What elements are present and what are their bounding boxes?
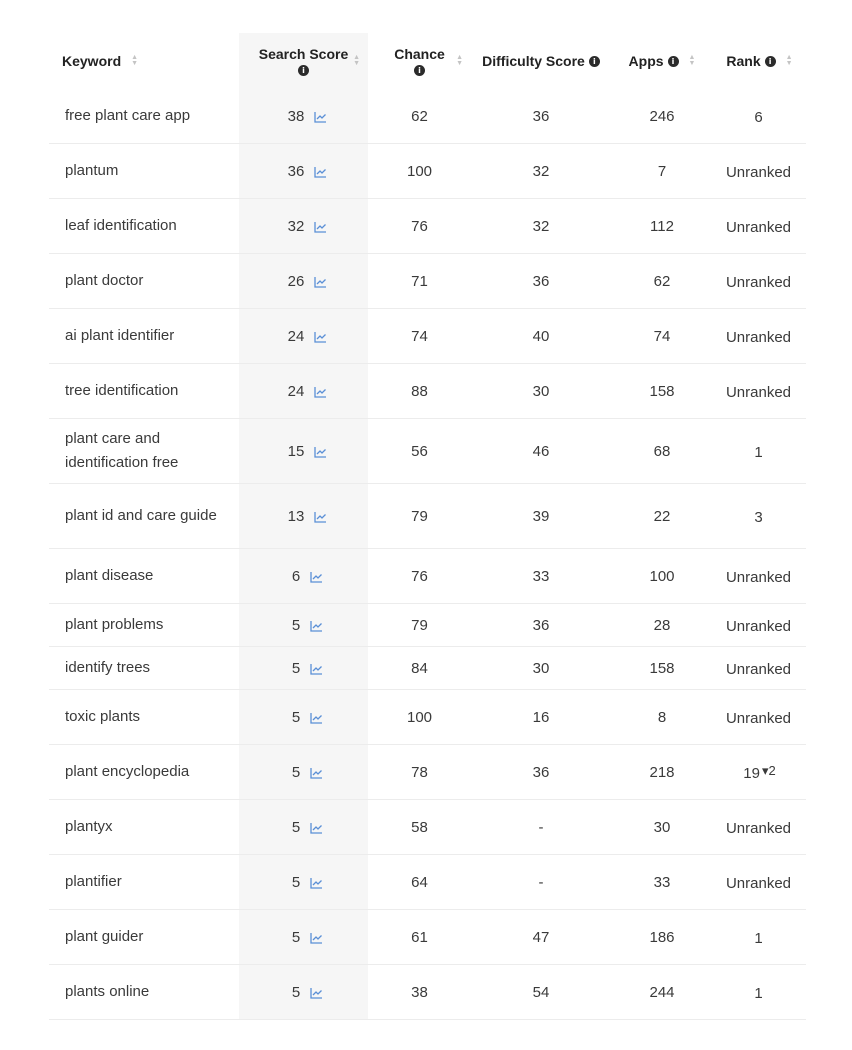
rank-value: Unranked (725, 568, 792, 586)
rank-value: Unranked (725, 709, 792, 727)
column-header-rank[interactable] (713, 33, 806, 89)
rank-value: Unranked (725, 617, 792, 635)
rank-cell (713, 364, 806, 419)
difficulty-cell: 32 (471, 199, 611, 254)
info-icon[interactable]: i (668, 56, 679, 67)
info-icon[interactable]: i (589, 56, 600, 67)
column-header-difficulty-score[interactable] (471, 33, 611, 89)
chart-line-icon[interactable] (310, 619, 323, 631)
search-score-cell (239, 89, 368, 144)
search-score-value: 26 (287, 272, 305, 290)
keyword-cell[interactable]: free plant care app (49, 89, 239, 144)
chance-cell: 88 (368, 364, 471, 419)
search-score-cell (239, 855, 368, 910)
chance-cell: 100 (368, 690, 471, 745)
keyword-cell[interactable]: ai plant identifier (49, 309, 239, 364)
keyword-cell[interactable]: plant disease (49, 549, 239, 604)
table-row[interactable] (49, 484, 806, 549)
search-score-cell (239, 647, 368, 690)
keyword-cell[interactable]: plant id and care guide (49, 484, 239, 549)
column-header-chance-label: Chance (394, 46, 445, 62)
table-header-row (49, 33, 806, 89)
search-score-value: 15 (287, 442, 305, 460)
rank-value: Unranked (725, 273, 792, 291)
search-score-value: 38 (287, 107, 305, 125)
table-row[interactable] (49, 89, 806, 144)
table-row[interactable] (49, 800, 806, 855)
search-score-cell (239, 199, 368, 254)
column-header-chance[interactable] (368, 33, 471, 89)
table-row[interactable] (49, 647, 806, 690)
chart-line-icon[interactable] (310, 570, 323, 582)
difficulty-cell: 30 (471, 647, 611, 690)
sort-icon[interactable]: ▲ ▼ (456, 54, 463, 67)
keyword-cell[interactable]: plant care and identification free (49, 419, 239, 484)
keyword-cell[interactable]: identify trees (49, 647, 239, 690)
search-score-cell (239, 254, 368, 309)
difficulty-cell: 46 (471, 419, 611, 484)
keywords-table-container (49, 33, 806, 1020)
rank-value: Unranked (725, 660, 792, 678)
chart-line-icon[interactable] (310, 931, 323, 943)
chart-line-icon[interactable] (310, 766, 323, 778)
search-score-cell (239, 364, 368, 419)
apps-cell: 7 (611, 144, 713, 199)
column-header-keyword[interactable] (49, 33, 239, 89)
rank-change: ▾2 (761, 762, 776, 778)
apps-cell: 158 (611, 364, 713, 419)
table-row[interactable] (49, 309, 806, 364)
table-row[interactable] (49, 965, 806, 1020)
rank-value: Unranked (725, 163, 792, 181)
rank-value: 19 (743, 764, 760, 782)
apps-cell: 8 (611, 690, 713, 745)
apps-cell: 218 (611, 745, 713, 800)
rank-cell (713, 965, 806, 1020)
difficulty-cell: 36 (471, 89, 611, 144)
rank-cell (713, 647, 806, 690)
chance-cell: 38 (368, 965, 471, 1020)
chance-cell: 61 (368, 910, 471, 965)
column-header-difficulty-label: Difficulty Score (482, 53, 585, 69)
keyword-cell[interactable]: toxic plants (49, 690, 239, 745)
apps-cell: 100 (611, 549, 713, 604)
search-score-value: 36 (287, 162, 305, 180)
difficulty-cell: - (471, 855, 611, 910)
rank-value: Unranked (725, 874, 792, 892)
apps-cell: 186 (611, 910, 713, 965)
apps-cell: 244 (611, 965, 713, 1020)
rank-cell (713, 89, 806, 144)
rank-value: Unranked (725, 328, 792, 346)
chart-line-icon[interactable] (314, 445, 327, 457)
rank-value: Unranked (725, 383, 792, 401)
apps-cell: 33 (611, 855, 713, 910)
search-score-value: 32 (287, 217, 305, 235)
keyword-cell[interactable]: leaf identification (49, 199, 239, 254)
table-row[interactable] (49, 254, 806, 309)
chart-line-icon[interactable] (314, 165, 327, 177)
apps-cell: 158 (611, 647, 713, 690)
search-score-cell (239, 690, 368, 745)
search-score-cell (239, 484, 368, 549)
chart-line-icon[interactable] (310, 876, 323, 888)
rank-cell (713, 745, 806, 800)
search-score-value: 5 (291, 983, 301, 1001)
search-score-value: 13 (287, 507, 305, 525)
rank-value: 1 (754, 443, 763, 461)
chart-line-icon[interactable] (310, 821, 323, 833)
column-header-rank-label: Rank (726, 53, 761, 69)
rank-value: 1 (754, 929, 763, 947)
sort-icon[interactable]: ▲ ▼ (353, 54, 360, 67)
keyword-cell[interactable]: tree identification (49, 364, 239, 419)
chart-line-icon[interactable] (314, 220, 327, 232)
apps-cell: 74 (611, 309, 713, 364)
rank-cell (713, 484, 806, 549)
apps-cell: 22 (611, 484, 713, 549)
table-row[interactable] (49, 144, 806, 199)
apps-cell: 68 (611, 419, 713, 484)
search-score-cell (239, 144, 368, 199)
search-score-value: 5 (291, 616, 301, 634)
search-score-value: 5 (291, 873, 301, 891)
search-score-value: 24 (287, 382, 305, 400)
search-score-cell (239, 800, 368, 855)
search-score-value: 5 (291, 763, 301, 781)
keywords-table (49, 33, 806, 1020)
sort-icon[interactable]: ▲ ▼ (785, 54, 793, 67)
chart-line-icon[interactable] (310, 662, 323, 674)
apps-cell: 30 (611, 800, 713, 855)
rank-value: Unranked (725, 819, 792, 837)
chance-cell: 64 (368, 855, 471, 910)
chart-line-icon[interactable] (310, 986, 323, 998)
table-row[interactable] (49, 910, 806, 965)
table-row[interactable] (49, 855, 806, 910)
table-row[interactable] (49, 690, 806, 745)
keyword-cell[interactable]: plantifier (49, 855, 239, 910)
table-row[interactable] (49, 549, 806, 604)
apps-cell: 28 (611, 604, 713, 647)
search-score-cell (239, 910, 368, 965)
search-score-value: 5 (291, 708, 301, 726)
apps-cell: 246 (611, 89, 713, 144)
rank-cell (713, 144, 806, 199)
difficulty-cell: 39 (471, 484, 611, 549)
chart-line-icon[interactable] (314, 510, 327, 522)
rank-value: 3 (754, 508, 763, 526)
difficulty-cell: 36 (471, 604, 611, 647)
rank-value: Unranked (725, 218, 792, 236)
chance-cell: 78 (368, 745, 471, 800)
chance-cell: 74 (368, 309, 471, 364)
difficulty-cell: 33 (471, 549, 611, 604)
keyword-cell[interactable]: plant doctor (49, 254, 239, 309)
difficulty-cell: 40 (471, 309, 611, 364)
column-header-keyword-label: Keyword (62, 53, 122, 69)
difficulty-cell: 32 (471, 144, 611, 199)
column-header-apps-label: Apps (628, 53, 664, 69)
rank-cell (713, 800, 806, 855)
search-score-value: 5 (291, 928, 301, 946)
chance-cell: 58 (368, 800, 471, 855)
difficulty-cell: 36 (471, 254, 611, 309)
chance-cell: 62 (368, 89, 471, 144)
keyword-cell[interactable]: plants online (49, 965, 239, 1020)
rank-cell (713, 419, 806, 484)
rank-cell (713, 910, 806, 965)
rank-cell (713, 254, 806, 309)
keyword-cell[interactable]: plant problems (49, 604, 239, 647)
chance-cell: 79 (368, 484, 471, 549)
search-score-cell (239, 745, 368, 800)
difficulty-cell: - (471, 800, 611, 855)
table-row[interactable] (49, 604, 806, 647)
difficulty-cell: 16 (471, 690, 611, 745)
chart-line-icon[interactable] (314, 110, 327, 122)
apps-cell: 62 (611, 254, 713, 309)
sort-icon[interactable]: ▲ ▼ (131, 54, 139, 67)
chart-line-icon[interactable] (314, 330, 327, 342)
table-row[interactable] (49, 419, 806, 484)
chart-line-icon[interactable] (310, 711, 323, 723)
chance-cell: 100 (368, 144, 471, 199)
search-score-value: 6 (291, 567, 301, 585)
rank-cell (713, 309, 806, 364)
rank-cell (713, 199, 806, 254)
info-icon[interactable]: i (414, 65, 425, 76)
rank-value: 1 (754, 984, 763, 1002)
search-score-value: 24 (287, 327, 305, 345)
chance-cell: 56 (368, 419, 471, 484)
chance-cell: 76 (368, 549, 471, 604)
info-icon[interactable]: i (298, 65, 309, 76)
search-score-cell (239, 419, 368, 484)
chance-cell: 71 (368, 254, 471, 309)
chart-line-icon[interactable] (314, 275, 327, 287)
difficulty-cell: 54 (471, 965, 611, 1020)
rank-cell (713, 549, 806, 604)
column-header-search-score-label: Search Score (258, 46, 349, 62)
chance-cell: 76 (368, 199, 471, 254)
chance-cell: 84 (368, 647, 471, 690)
search-score-cell (239, 604, 368, 647)
chart-line-icon[interactable] (314, 385, 327, 397)
chance-cell: 79 (368, 604, 471, 647)
apps-cell: 112 (611, 199, 713, 254)
info-icon[interactable]: i (765, 56, 776, 67)
keyword-cell[interactable]: plantyx (49, 800, 239, 855)
difficulty-cell: 30 (471, 364, 611, 419)
search-score-value: 5 (291, 818, 301, 836)
table-row[interactable] (49, 745, 806, 800)
rank-cell (713, 690, 806, 745)
keyword-cell[interactable]: plant guider (49, 910, 239, 965)
difficulty-cell: 47 (471, 910, 611, 965)
search-score-cell (239, 549, 368, 604)
sort-icon[interactable]: ▲ ▼ (688, 54, 696, 67)
rank-cell (713, 604, 806, 647)
column-header-search-score[interactable] (239, 33, 368, 89)
rank-value: 6 (754, 108, 763, 126)
table-row[interactable] (49, 364, 806, 419)
search-score-cell (239, 309, 368, 364)
keyword-cell[interactable]: plantum (49, 144, 239, 199)
table-row[interactable] (49, 199, 806, 254)
search-score-cell (239, 965, 368, 1020)
search-score-value: 5 (291, 659, 301, 677)
rank-cell (713, 855, 806, 910)
column-header-apps[interactable] (611, 33, 713, 89)
keyword-cell[interactable]: plant encyclopedia (49, 745, 239, 800)
difficulty-cell: 36 (471, 745, 611, 800)
